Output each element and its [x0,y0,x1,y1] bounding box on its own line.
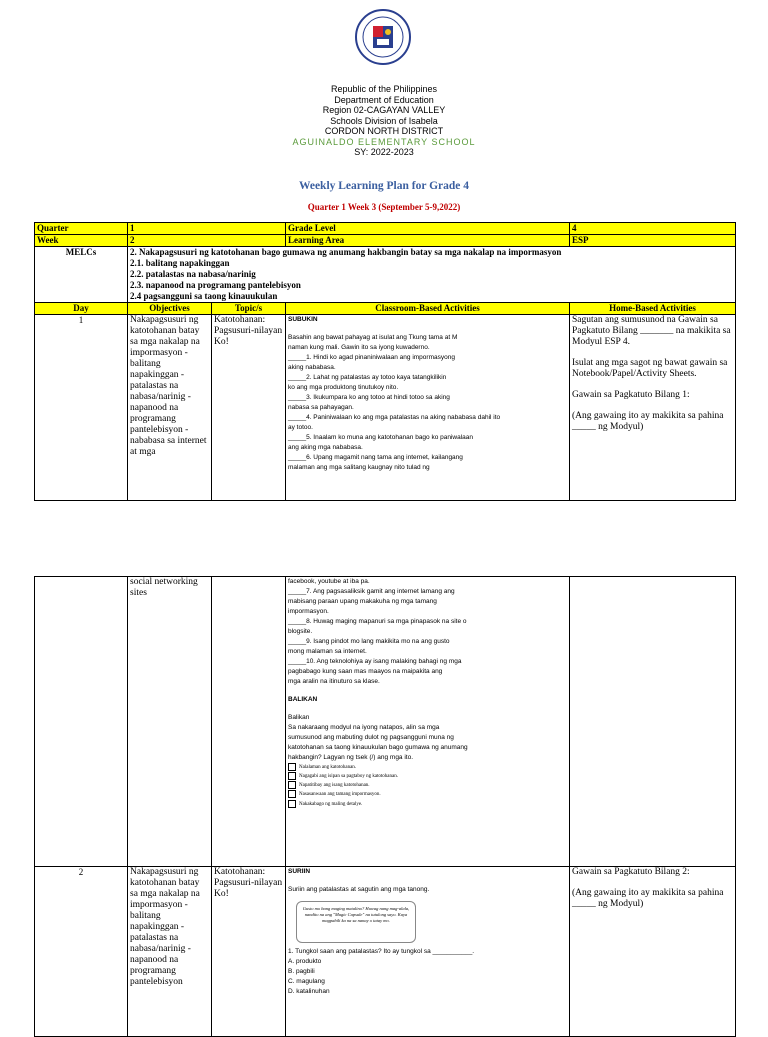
area-value: ESP [570,235,736,247]
day-number: 1 [35,315,128,501]
melc-line: 2.2. patalastas na nabasa/narinig [130,269,256,279]
header-line: CORDON NORTH DISTRICT [324,126,444,136]
day2-classroom [286,867,570,1037]
day2-home [570,867,736,1037]
checklist-item: Nasasanwaan ang tamang impormasyon. [288,790,567,799]
checklist-item: Nalalaman ang katotohanan. [288,763,567,772]
choice-line: C. magulang [288,978,325,985]
text-line: ang aking mga nababasa. [288,444,363,451]
text-line: nabasa sa pahayagan. [288,404,354,411]
choice-line: B. pagbili [288,968,315,975]
text-line: malaman ang mga salitang kaugnay nito tulad ng [288,464,430,471]
melcs-row [35,247,736,303]
melc-line: 2. Nakapagsusuri ng katotohanan bago gumawa ng anumang hakbangin batay sa mga nakalap na impormasyon [130,247,562,257]
day1-objectives: Nakapagsusuri ng katotohanan batay sa mga nakalap na impormasyon - balitang napakinggan - patalastas na nabasa/narinig - napanood na programang pantelebisyon - nababasa sa internet at mga [128,315,212,501]
info-row-quarter [35,223,736,235]
text-line: Basahin ang bawat pahayag at isulat ang Tkung tama at M [288,334,458,341]
text-line: mga aralin na itinuturo sa klase. [288,678,380,685]
header-line: Department of Education [334,94,434,105]
text-line: _____5. Inaalam ko muna ang katotohanan bago ko paniwalaan [288,434,474,441]
day2-topic: Katotohanan: Pagsusuri-nilayan Ko! [212,867,286,1037]
text-line: Balikan [288,714,310,721]
text-line: _____8. Huwag maging mapanuri sa mga pinapasok na site o [288,618,467,625]
checklist-item: Napatitibay ang isang katotohanan. [288,781,567,790]
week-label: Week [35,235,128,247]
school-name: AGUINALDO ELEMENTARY SCHOOL [292,136,476,147]
day1-row [35,315,736,501]
day-number: 2 [35,867,128,1037]
choice-line: D. katalinuhan [288,988,330,995]
day1-objectives-cont: social networking sites [128,577,212,867]
text-line: Gawain sa Pagkatuto Bilang 2: [572,867,690,877]
text-line: pagbabago kung saan mas maayos na maipakita ang [288,668,443,675]
section-title: BALIKAN [288,696,318,703]
day1-cont-row [35,577,736,867]
grade-value: 4 [570,223,736,235]
text-line: hakbangin? Lagyan ng tsek (/) ang mga ito. [288,754,414,761]
section-title: SUBUKIN [288,316,318,323]
text-line: Sagutan ang sumusunod na Gawain sa Pagkatuto Bilang _______ na makikita sa Modyul ESP 4. [572,315,731,347]
text-line: _____9. Isang pindot mo lang makikita mo na ang gusto [288,638,450,645]
col-day: Day [35,303,128,315]
text-line: ay totoo. [288,424,313,431]
checkbox-icon [288,800,296,808]
day1-home [570,315,736,501]
quarter-value: 1 [128,223,286,235]
col-topics: Topic/s [212,303,286,315]
text-line: aking nababasa. [288,364,336,371]
checkbox-icon [288,790,296,798]
text-line: katotohanan sa taong kinauukulan bago gumawa ng anumang [288,744,468,751]
weekly-plan-table [34,222,736,501]
question-line: 1. Tungkol saan ang patalastas? Ito ay tungkol sa ___________. [288,948,475,955]
grade-label: Grade Level [286,223,570,235]
agency-header [0,84,768,158]
week-value: 2 [128,235,286,247]
text-line: mong malaman sa internet. [288,648,367,655]
section-title: SURIIN [288,868,311,875]
text-line: facebook, youtube at iba pa. [288,578,370,585]
text-line: (Ang gawaing ito ay makikita sa pahina _____ ng Modyul) [572,888,724,909]
melc-line: 2.4 pagsangguni sa taong kinauukulan [130,291,278,301]
text-line: _____2. Lahat ng patalastas ay totoo kaya tatangkilikin [288,374,447,381]
text-line: Sa nakaraang modyul na iyong natapos, alin sa mga [288,724,440,731]
text-line: naman kung mali. Gawin ito sa iyong kuwaderno. [288,344,430,351]
choice-line: A. produkto [288,958,322,965]
header-line: Republic of the Philippines [330,84,438,94]
text-line: blogsite. [288,628,313,635]
melc-line: 2.3. napanood na programang pantelebisyon [130,280,301,290]
text-line: _____10. Ang teknolohiya ay isang malaking bahagi ng mga [288,658,462,665]
day2-objectives: Nakapagsusuri ng katotohanan batay sa mga nakalap na impormasyon - balitang napakinggan - patalastas na nabasa/narinig - napanood na programang pantelebisyon [128,867,212,1037]
text-line: Gawain sa Pagkatuto Bilang 1: [572,390,690,400]
text-line: _____7. Ang pagsasaliksik gamit ang internet lamang ang [288,588,455,595]
text-line: impormasyon. [288,608,329,615]
day1-classroom [286,315,570,501]
header-line: Region 02-CAGAYAN VALLEY [322,105,446,115]
day2-row [35,867,736,1037]
col-objectives: Objectives [128,303,212,315]
text-line: Isulat ang mga sagot ng bawat gawain sa Notebook/Papel/Activity Sheets. [572,358,728,379]
info-row-week [35,235,736,247]
column-header-row [35,303,736,315]
checkbox-icon [288,781,296,789]
text-line: (Ang gawaing ito ay makikita sa pahina _____ ng Modyul) [572,411,724,432]
deped-seal [354,8,412,66]
text-line: mabisang paraan upang makakuha ng mga tamang [288,598,437,605]
text-line: _____6. Upang magamit nang tama ang internet, kailangang [288,454,463,461]
weekly-plan-table-continued [34,576,736,1037]
text-line: _____3. Ikukumpara ko ang totoo at hindi totoo sa aking [288,394,450,401]
col-classroom: Classroom-Based Activities [286,303,570,315]
checkbox-icon [288,763,296,771]
area-label: Learning Area [286,235,570,247]
text-line: ko ang mga produktong tinutukoy nito. [288,384,399,391]
page-title: Weekly Learning Plan for Grade 4 [298,180,470,192]
melcs-label: MELCs [35,247,128,303]
checklist-item: Nagagabi ang isipan sa pagtaboy ng katotohanan. [288,772,567,781]
text-line: sumusunod ang mabuting dulot ng pagsangguni muna ng [288,734,454,741]
text-line: _____4. Paniniwalaan ko ang mga patalastas na aking nababasa dahil ito [288,414,501,421]
quarter-label: Quarter [35,223,128,235]
checklist-item: Nakakabago ng maling detalye. [288,800,567,809]
day1-classroom-cont [286,577,570,867]
checkbox-icon [288,772,296,780]
school-year: SY: 2022-2023 [354,147,414,157]
header-line: Schools Division of Isabela [330,115,438,126]
page-subtitle: Quarter 1 Week 3 (September 5-9,2022) [307,202,461,212]
col-home: Home-Based Activities [570,303,736,315]
text-line: _____1. Hindi ko agad pinaniniwalaan ang impormasyong [288,354,455,361]
melcs-content [128,247,736,303]
text-line: Suriin ang patalastas at sagutin ang mga tanong. [288,886,430,893]
melc-line: 2.1. balitang napakinggan [130,258,230,268]
advertisement-image: Gusto mo bang maging matalino? Huwag nang mag-alala, nandito na ang "Magic Capsule" na tutulong sayo. Kaya magpabili ka na sa nanay o tatay mo. [296,901,416,943]
day1-topic: Katotohanan: Pagsusuri-nilayan Ko! [212,315,286,501]
